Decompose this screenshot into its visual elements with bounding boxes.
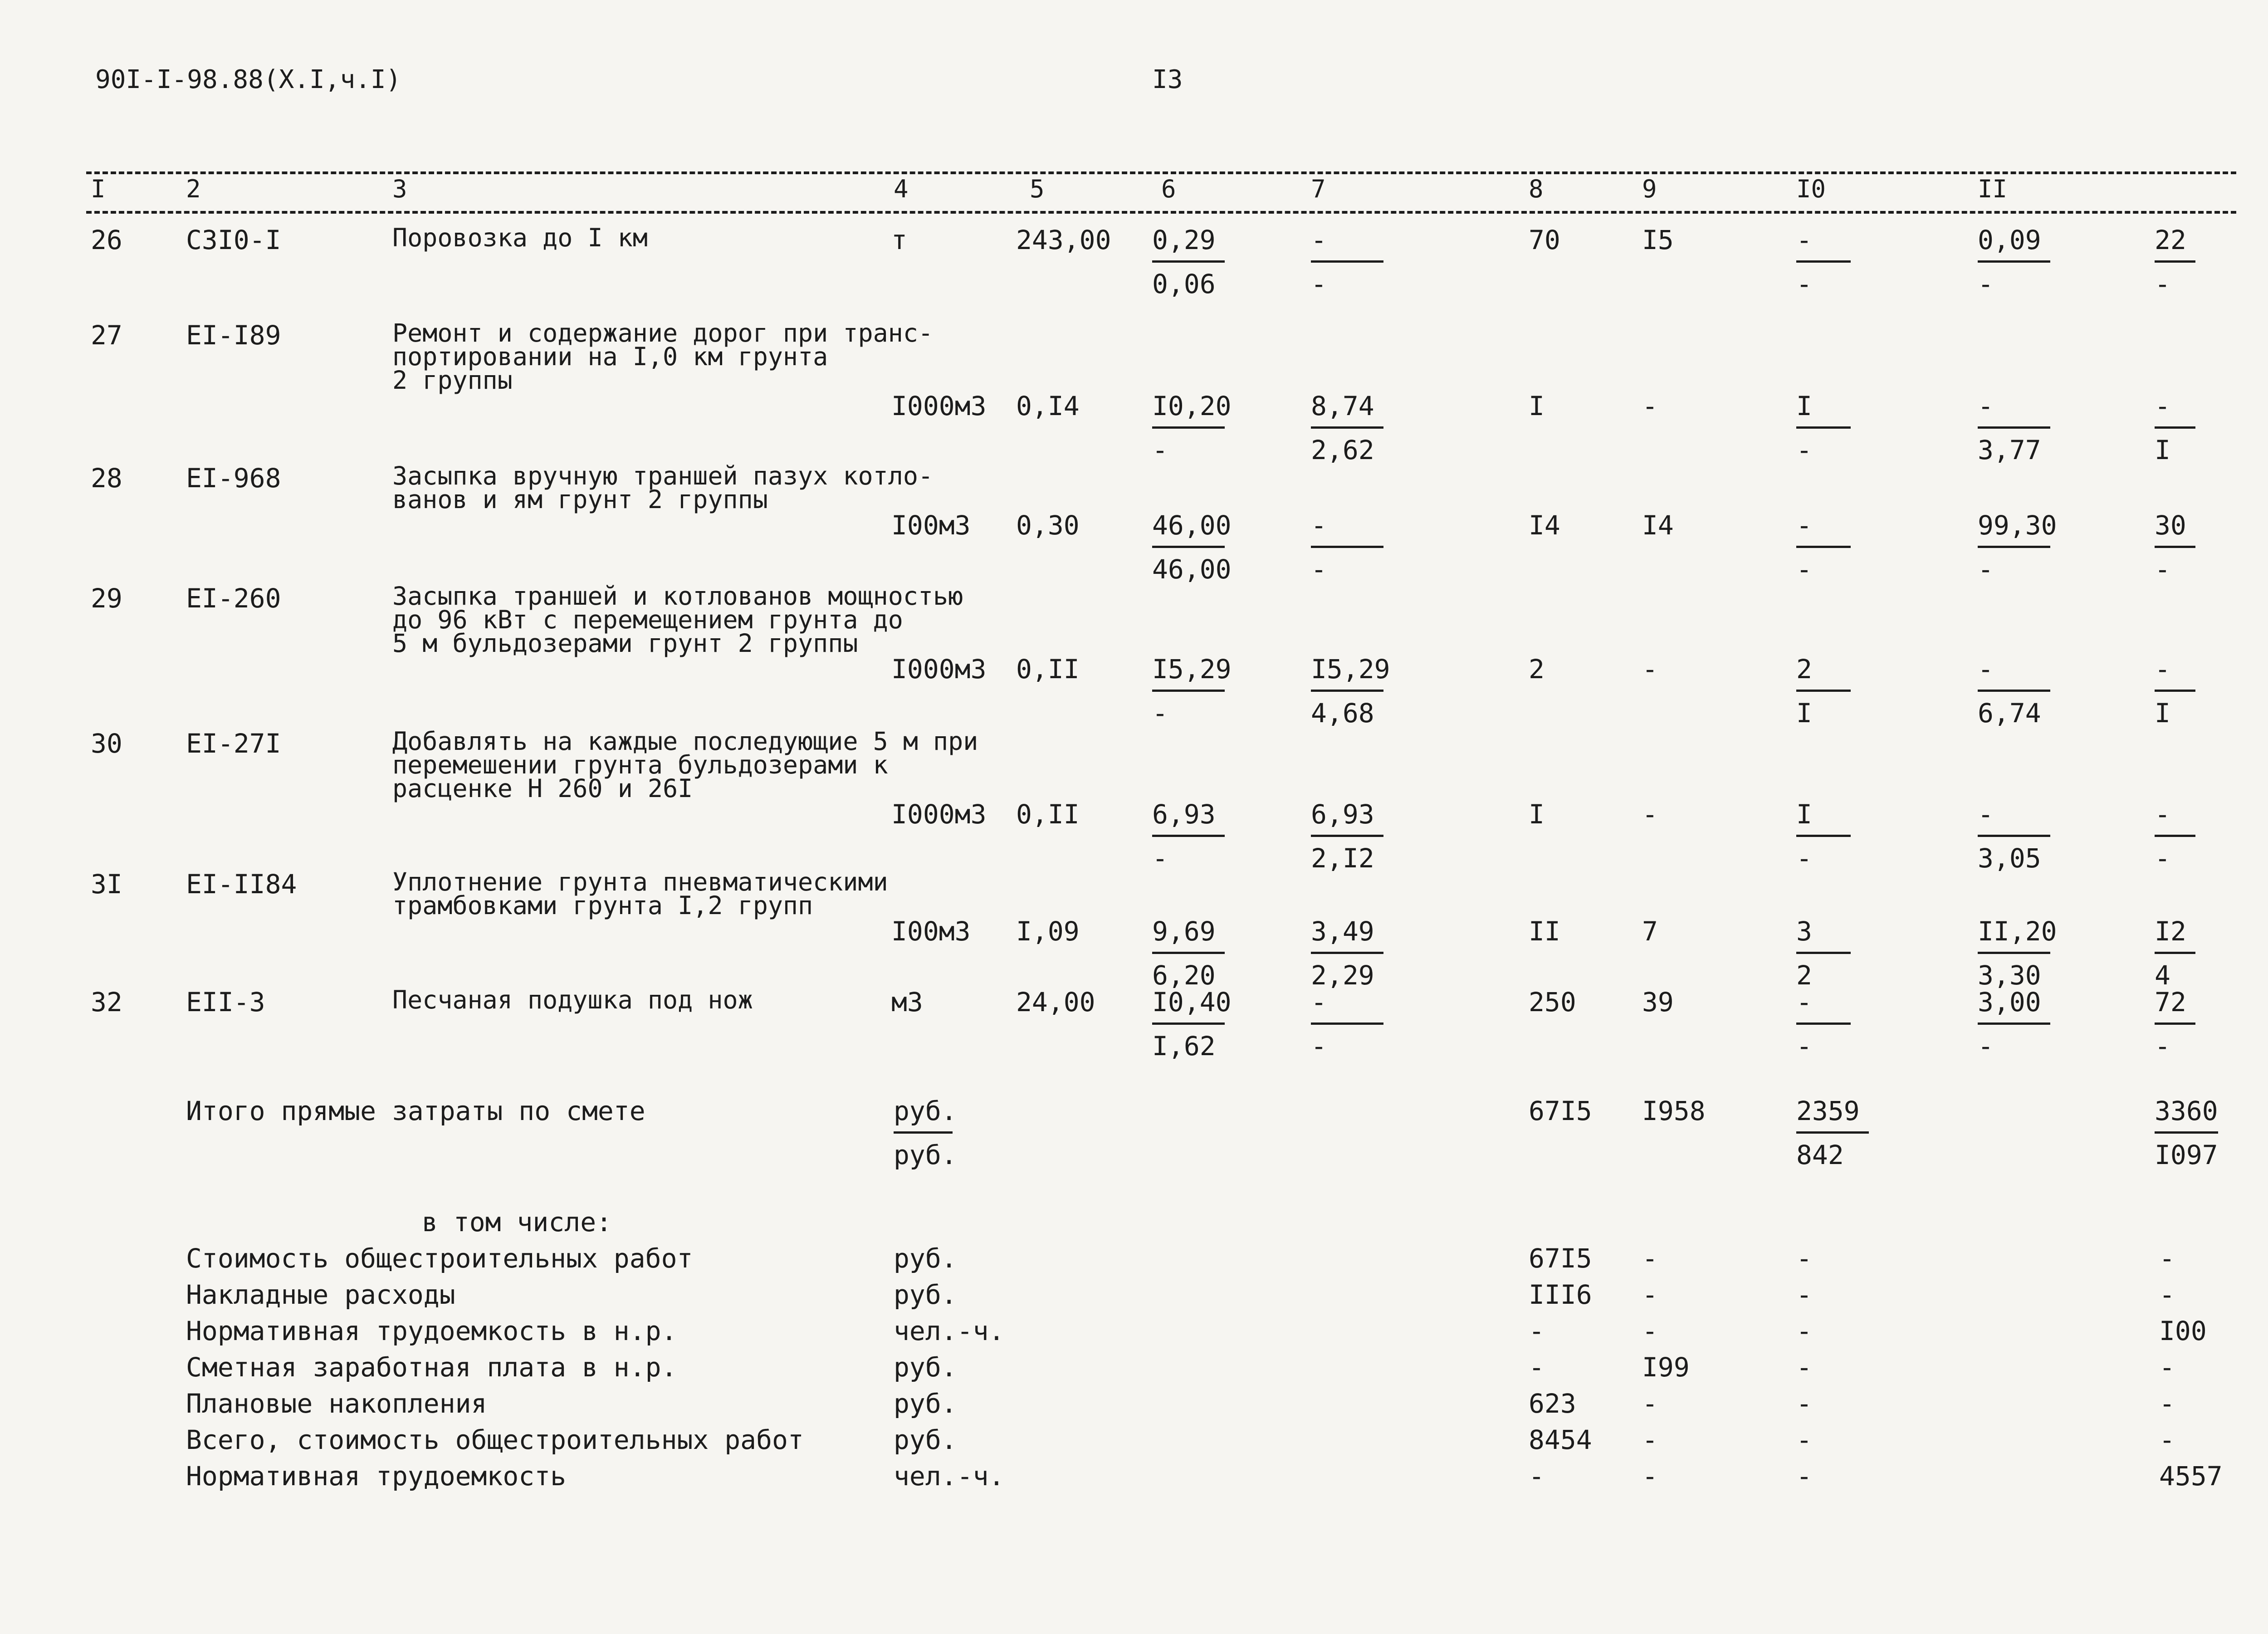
labor-total-denominator: I bbox=[2155, 698, 2170, 729]
page-number: I3 bbox=[1152, 65, 1183, 94]
column-header-7: 7 bbox=[1311, 175, 1326, 203]
row-number: 30 bbox=[91, 728, 122, 759]
unit-cost-bar bbox=[1152, 1022, 1225, 1025]
column-header-3: 3 bbox=[392, 175, 407, 203]
wage-cost: - bbox=[1642, 799, 1658, 830]
machine-cost-denominator: 2,62 bbox=[1311, 435, 1374, 465]
unit-cost bbox=[1152, 987, 1232, 1062]
summary-unit: руб. bbox=[894, 1243, 957, 1274]
total-cost: 67I5 bbox=[1529, 1096, 1592, 1126]
machine-total-numerator: 2 bbox=[1796, 654, 1812, 685]
labor-total-bar bbox=[2155, 1022, 2195, 1025]
wage-cost: - bbox=[1642, 391, 1658, 421]
machine-cost bbox=[1311, 227, 1383, 297]
work-description: Уплотнение грунта пневматическими bbox=[392, 867, 888, 896]
total-cost: 2 bbox=[1529, 654, 1545, 685]
labor-total bbox=[2155, 393, 2195, 463]
row-number: 29 bbox=[91, 583, 122, 614]
unit-cost-numerator: 46,00 bbox=[1152, 510, 1232, 541]
labor-rate-numerator: - bbox=[1978, 799, 1994, 830]
summary-label: Сметная заработная плата в н.р. bbox=[186, 1352, 677, 1383]
unit-cost-bar bbox=[1152, 952, 1225, 954]
unit-cost-bar bbox=[1152, 546, 1225, 548]
machine-cost-bar bbox=[1311, 426, 1383, 429]
column-header-6: 6 bbox=[1161, 175, 1176, 203]
labor-total-denominator: 4 bbox=[2155, 960, 2170, 991]
total-unit bbox=[894, 1096, 957, 1170]
machine-cost bbox=[1311, 799, 1383, 874]
machine-total bbox=[1796, 916, 1851, 991]
machine-total-denominator: - bbox=[1796, 554, 1812, 585]
total-cost: I4 bbox=[1529, 510, 1560, 541]
labor-total-bar bbox=[2155, 546, 2195, 548]
total-labor-numerator: 3360 bbox=[2155, 1096, 2218, 1126]
labor-rate-bar bbox=[1978, 835, 2050, 837]
machine-cost bbox=[1311, 393, 1383, 463]
total-label: Итого прямые затраты по смете bbox=[186, 1096, 645, 1126]
row-number: 26 bbox=[91, 225, 122, 255]
labor-total bbox=[2155, 799, 2195, 874]
rate-code: EI-27I bbox=[186, 728, 281, 759]
unit-cost-denominator: - bbox=[1152, 698, 1168, 729]
machine-cost-numerator: - bbox=[1311, 987, 1327, 1018]
work-description: до 96 кВт с перемещением грунта до bbox=[392, 605, 903, 634]
work-description: перемешении грунта бульдозерами к bbox=[392, 750, 888, 779]
work-description: ванов и ям грунт 2 группы bbox=[392, 485, 768, 514]
unit-cost-numerator: 0,29 bbox=[1152, 225, 1216, 255]
machine-cost-bar bbox=[1311, 260, 1383, 263]
total-cost: I bbox=[1529, 799, 1545, 830]
row-number: 3I bbox=[91, 869, 122, 900]
machine-cost-numerator: - bbox=[1311, 225, 1327, 255]
quantity: 0,30 bbox=[1016, 510, 1080, 541]
labor-total bbox=[2155, 227, 2195, 297]
labor-rate bbox=[1978, 916, 2057, 991]
labor-total-numerator: - bbox=[2155, 799, 2170, 830]
wage-cost: 39 bbox=[1642, 987, 1674, 1018]
summary-label: Стоимость общестроительных работ bbox=[186, 1243, 693, 1274]
labor-rate-numerator: II,20 bbox=[1978, 916, 2057, 947]
column-header-1: I bbox=[91, 175, 106, 203]
work-description: 5 м бульдозерами грунт 2 группы bbox=[392, 629, 858, 658]
machine-total bbox=[1796, 799, 1851, 874]
summary-machine: - bbox=[1796, 1316, 1812, 1346]
work-description: Поровозка до I км bbox=[392, 223, 648, 252]
machine-total-numerator: - bbox=[1796, 225, 1812, 255]
labor-total-numerator: I2 bbox=[2155, 916, 2186, 947]
machine-total-bar bbox=[1796, 260, 1851, 263]
labor-total-denominator: - bbox=[2155, 554, 2170, 585]
labor-total-bar bbox=[2155, 690, 2195, 692]
summary-unit: руб. bbox=[894, 1388, 957, 1419]
machine-cost-bar bbox=[1311, 835, 1383, 837]
machine-cost-denominator: 2,29 bbox=[1311, 960, 1374, 991]
summary-label: Нормативная трудоемкость в н.р. bbox=[186, 1316, 677, 1346]
labor-rate-denominator: - bbox=[1978, 1031, 1994, 1062]
machine-total bbox=[1796, 654, 1851, 729]
rate-code: EII-3 bbox=[186, 987, 265, 1018]
summary-machine: - bbox=[1796, 1461, 1812, 1492]
machine-cost-numerator: 6,93 bbox=[1311, 799, 1374, 830]
summary-label: Всего, стоимость общестроительных работ bbox=[186, 1424, 804, 1455]
summary-cost: - bbox=[1529, 1316, 1545, 1346]
labor-total bbox=[2155, 654, 2195, 729]
unit: м3 bbox=[891, 987, 923, 1018]
summary-unit: чел.-ч. bbox=[894, 1316, 1005, 1346]
labor-total-denominator: I bbox=[2155, 435, 2170, 465]
labor-rate-numerator: - bbox=[1978, 391, 1994, 421]
labor-total-numerator: 72 bbox=[2155, 987, 2186, 1018]
summary-labor: - bbox=[2159, 1388, 2175, 1419]
quantity: 24,00 bbox=[1016, 987, 1095, 1018]
machine-cost bbox=[1311, 654, 1390, 729]
summary-unit: руб. bbox=[894, 1424, 957, 1455]
labor-rate-denominator: 3,77 bbox=[1978, 435, 2041, 465]
quantity: 0,II bbox=[1016, 654, 1080, 685]
work-description: 2 группы bbox=[392, 366, 513, 395]
header-top-rule bbox=[86, 171, 2236, 174]
machine-cost-denominator: - bbox=[1311, 1031, 1327, 1062]
machine-cost bbox=[1311, 987, 1383, 1062]
summary-label: Накладные расходы bbox=[186, 1279, 455, 1310]
labor-rate-numerator: 3,00 bbox=[1978, 987, 2041, 1018]
machine-total-denominator: - bbox=[1796, 843, 1812, 874]
summary-wage: - bbox=[1642, 1279, 1658, 1310]
labor-total bbox=[2155, 987, 2195, 1062]
labor-rate bbox=[1978, 987, 2050, 1062]
machine-total bbox=[1796, 987, 1851, 1062]
unit: т bbox=[891, 225, 907, 255]
labor-rate-denominator: 6,74 bbox=[1978, 698, 2041, 729]
rate-code: C3I0-I bbox=[186, 225, 281, 255]
labor-rate bbox=[1978, 510, 2057, 585]
total-cost: 70 bbox=[1529, 225, 1560, 255]
quantity: 0,II bbox=[1016, 799, 1080, 830]
machine-total-bar bbox=[1796, 426, 1851, 429]
summary-unit: чел.-ч. bbox=[894, 1461, 1005, 1492]
labor-total-denominator: - bbox=[2155, 269, 2170, 299]
summary-wage: - bbox=[1642, 1388, 1658, 1419]
summary-machine: - bbox=[1796, 1424, 1812, 1455]
labor-rate-denominator: - bbox=[1978, 269, 1994, 299]
quantity: 0,I4 bbox=[1016, 391, 1080, 421]
labor-total bbox=[2155, 510, 2195, 585]
total-cost: 250 bbox=[1529, 987, 1576, 1018]
machine-cost-numerator: 3,49 bbox=[1311, 916, 1374, 947]
wage-cost: I5 bbox=[1642, 225, 1674, 255]
machine-total-bar bbox=[1796, 1022, 1851, 1025]
row-number: 32 bbox=[91, 987, 122, 1018]
total-unit-denominator: руб. bbox=[894, 1140, 957, 1170]
total-machine-bar bbox=[1796, 1131, 1869, 1134]
column-header-11: II bbox=[1978, 175, 2008, 203]
summary-cost: 623 bbox=[1529, 1388, 1576, 1419]
unit-cost-denominator: 0,06 bbox=[1152, 269, 1216, 299]
unit-cost bbox=[1152, 799, 1225, 874]
document-code: 90I-I-98.88(X.I,ч.I) bbox=[95, 65, 401, 94]
unit-cost-bar bbox=[1152, 690, 1225, 692]
machine-total-bar bbox=[1796, 835, 1851, 837]
total-machine-numerator: 2359 bbox=[1796, 1096, 1860, 1126]
work-description: Добавлять на каждые последующие 5 м при bbox=[392, 727, 978, 756]
rate-code: EI-968 bbox=[186, 463, 281, 494]
wage-cost: 7 bbox=[1642, 916, 1658, 947]
labor-rate bbox=[1978, 654, 2050, 729]
work-description: Засыпка траншей и котлованов мощностью bbox=[392, 582, 963, 611]
machine-total-denominator: 2 bbox=[1796, 960, 1812, 991]
machine-total-numerator: - bbox=[1796, 510, 1812, 541]
column-header-8: 8 bbox=[1529, 175, 1544, 203]
labor-rate bbox=[1978, 393, 2050, 463]
labor-rate-bar bbox=[1978, 426, 2050, 429]
work-description: расценке Н 260 и 26I bbox=[392, 774, 693, 803]
summary-unit: руб. bbox=[894, 1279, 957, 1310]
work-description: Песчаная подушка под нож bbox=[392, 985, 753, 1014]
total-unit-numerator: руб. bbox=[894, 1096, 957, 1126]
labor-rate bbox=[1978, 799, 2050, 874]
machine-cost-denominator: - bbox=[1311, 269, 1327, 299]
including-label: в том числе: bbox=[422, 1207, 612, 1238]
machine-total bbox=[1796, 227, 1851, 297]
machine-cost-denominator: 4,68 bbox=[1311, 698, 1374, 729]
unit: I00м3 bbox=[891, 510, 971, 541]
machine-total-numerator: - bbox=[1796, 987, 1812, 1018]
summary-cost: 67I5 bbox=[1529, 1243, 1592, 1274]
unit-cost-denominator: 46,00 bbox=[1152, 554, 1232, 585]
machine-total-numerator: I bbox=[1796, 391, 1812, 421]
labor-total-bar bbox=[2155, 260, 2195, 263]
machine-cost-bar bbox=[1311, 690, 1383, 692]
unit-cost-numerator: I5,29 bbox=[1152, 654, 1232, 685]
summary-cost: - bbox=[1529, 1352, 1545, 1383]
summary-label: Плановые накопления bbox=[186, 1388, 487, 1419]
summary-machine: - bbox=[1796, 1243, 1812, 1274]
total-labor bbox=[2155, 1098, 2218, 1168]
summary-label: Нормативная трудоемкость bbox=[186, 1461, 567, 1492]
summary-wage: - bbox=[1642, 1316, 1658, 1346]
summary-labor: - bbox=[2159, 1424, 2175, 1455]
labor-total-denominator: - bbox=[2155, 1031, 2170, 1062]
machine-total-denominator: - bbox=[1796, 1031, 1812, 1062]
total-unit-bar bbox=[894, 1131, 953, 1134]
summary-labor: 4557 bbox=[2159, 1461, 2223, 1492]
labor-rate-bar bbox=[1978, 690, 2050, 692]
machine-cost bbox=[1311, 916, 1383, 991]
labor-total-bar bbox=[2155, 952, 2195, 954]
labor-rate-denominator: - bbox=[1978, 554, 1994, 585]
wage-cost: I4 bbox=[1642, 510, 1674, 541]
unit-cost bbox=[1152, 227, 1225, 297]
summary-labor: - bbox=[2159, 1279, 2175, 1310]
labor-total-numerator: 30 bbox=[2155, 510, 2186, 541]
summary-labor: I00 bbox=[2159, 1316, 2207, 1346]
machine-total-bar bbox=[1796, 952, 1851, 954]
unit-cost-numerator: I0,40 bbox=[1152, 987, 1232, 1018]
machine-total-denominator: - bbox=[1796, 269, 1812, 299]
machine-total-numerator: I bbox=[1796, 799, 1812, 830]
summary-wage: - bbox=[1642, 1243, 1658, 1274]
labor-rate-numerator: 0,09 bbox=[1978, 225, 2041, 255]
rate-code: EI-I89 bbox=[186, 320, 281, 351]
summary-machine: - bbox=[1796, 1352, 1812, 1383]
unit-cost-numerator: 6,93 bbox=[1152, 799, 1216, 830]
machine-cost-bar bbox=[1311, 952, 1383, 954]
labor-total-denominator: - bbox=[2155, 843, 2170, 874]
total-machine-denominator: 842 bbox=[1796, 1140, 1844, 1170]
work-description: Засыпка вручную траншей пазух котло- bbox=[392, 461, 934, 490]
unit: I000м3 bbox=[891, 391, 987, 421]
labor-total-bar bbox=[2155, 426, 2195, 429]
column-header-5: 5 bbox=[1030, 175, 1045, 203]
machine-total-bar bbox=[1796, 546, 1851, 548]
total-cost: II bbox=[1529, 916, 1560, 947]
summary-wage: I99 bbox=[1642, 1352, 1690, 1383]
summary-cost: III6 bbox=[1529, 1279, 1592, 1310]
total-cost: I bbox=[1529, 391, 1545, 421]
labor-rate-bar bbox=[1978, 952, 2050, 954]
unit-cost bbox=[1152, 391, 1232, 465]
column-header-9: 9 bbox=[1642, 175, 1657, 203]
labor-rate-bar bbox=[1978, 1022, 2050, 1025]
summary-machine: - bbox=[1796, 1279, 1812, 1310]
work-description: трамбовками грунта I,2 групп bbox=[392, 891, 813, 920]
unit-cost-denominator: - bbox=[1152, 435, 1168, 465]
machine-cost-denominator: - bbox=[1311, 554, 1327, 585]
unit-cost bbox=[1152, 916, 1225, 991]
row-number: 28 bbox=[91, 463, 122, 494]
unit-cost-denominator: I,62 bbox=[1152, 1031, 1216, 1062]
unit-cost-bar bbox=[1152, 426, 1225, 429]
machine-cost bbox=[1311, 510, 1383, 585]
rate-code: EI-II84 bbox=[186, 869, 297, 900]
machine-total-denominator: I bbox=[1796, 698, 1812, 729]
summary-wage: - bbox=[1642, 1461, 1658, 1492]
machine-total bbox=[1796, 510, 1851, 585]
labor-rate-denominator: 3,30 bbox=[1978, 960, 2041, 991]
labor-total-numerator: 22 bbox=[2155, 225, 2186, 255]
labor-total-numerator: - bbox=[2155, 654, 2170, 685]
machine-cost-denominator: 2,I2 bbox=[1311, 843, 1374, 874]
machine-total-numerator: 3 bbox=[1796, 916, 1812, 947]
unit-cost-numerator: 9,69 bbox=[1152, 916, 1216, 947]
labor-rate-numerator: - bbox=[1978, 654, 1994, 685]
total-labor-bar bbox=[2155, 1131, 2218, 1134]
machine-total bbox=[1796, 393, 1851, 463]
labor-rate-bar bbox=[1978, 546, 2050, 548]
summary-unit: руб. bbox=[894, 1352, 957, 1383]
labor-total-numerator: - bbox=[2155, 391, 2170, 421]
machine-cost-bar bbox=[1311, 546, 1383, 548]
machine-total-bar bbox=[1796, 690, 1851, 692]
unit: I000м3 bbox=[891, 654, 987, 685]
work-description: Ремонт и содержание дорог при транс- bbox=[392, 318, 934, 347]
summary-labor: - bbox=[2159, 1352, 2175, 1383]
unit-cost bbox=[1152, 654, 1232, 729]
column-header-2: 2 bbox=[186, 175, 201, 203]
labor-rate-numerator: 99,30 bbox=[1978, 510, 2057, 541]
summary-cost: 8454 bbox=[1529, 1424, 1592, 1455]
total-machine bbox=[1796, 1098, 1869, 1168]
work-description: портировании на I,0 км грунта bbox=[392, 342, 828, 371]
unit: I00м3 bbox=[891, 916, 971, 947]
machine-cost-bar bbox=[1311, 1022, 1383, 1025]
summary-labor: - bbox=[2159, 1243, 2175, 1274]
column-header-10: I0 bbox=[1796, 175, 1826, 203]
unit-cost-numerator: I0,20 bbox=[1152, 391, 1232, 421]
rate-code: EI-260 bbox=[186, 583, 281, 614]
summary-machine: - bbox=[1796, 1388, 1812, 1419]
column-header-4: 4 bbox=[894, 175, 909, 203]
quantity: I,09 bbox=[1016, 916, 1080, 947]
machine-cost-numerator: 8,74 bbox=[1311, 391, 1374, 421]
total-labor-denominator: I097 bbox=[2155, 1140, 2218, 1170]
unit: I000м3 bbox=[891, 799, 987, 830]
unit-cost bbox=[1152, 510, 1232, 585]
labor-total-bar bbox=[2155, 835, 2195, 837]
machine-cost-numerator: I5,29 bbox=[1311, 654, 1390, 685]
header-bottom-rule bbox=[86, 211, 2236, 214]
unit-cost-denominator: - bbox=[1152, 843, 1168, 874]
summary-cost: - bbox=[1529, 1461, 1545, 1492]
labor-rate bbox=[1978, 227, 2050, 297]
summary-wage: - bbox=[1642, 1424, 1658, 1455]
unit-cost-bar bbox=[1152, 835, 1225, 837]
labor-rate-bar bbox=[1978, 260, 2050, 263]
unit-cost-bar bbox=[1152, 260, 1225, 263]
machine-total-denominator: - bbox=[1796, 435, 1812, 465]
unit-cost-denominator: 6,20 bbox=[1152, 960, 1216, 991]
machine-cost-numerator: - bbox=[1311, 510, 1327, 541]
labor-rate-denominator: 3,05 bbox=[1978, 843, 2041, 874]
total-wage: I958 bbox=[1642, 1096, 1706, 1126]
row-number: 27 bbox=[91, 320, 122, 351]
labor-total bbox=[2155, 916, 2195, 991]
wage-cost: - bbox=[1642, 654, 1658, 685]
quantity: 243,00 bbox=[1016, 225, 1111, 255]
